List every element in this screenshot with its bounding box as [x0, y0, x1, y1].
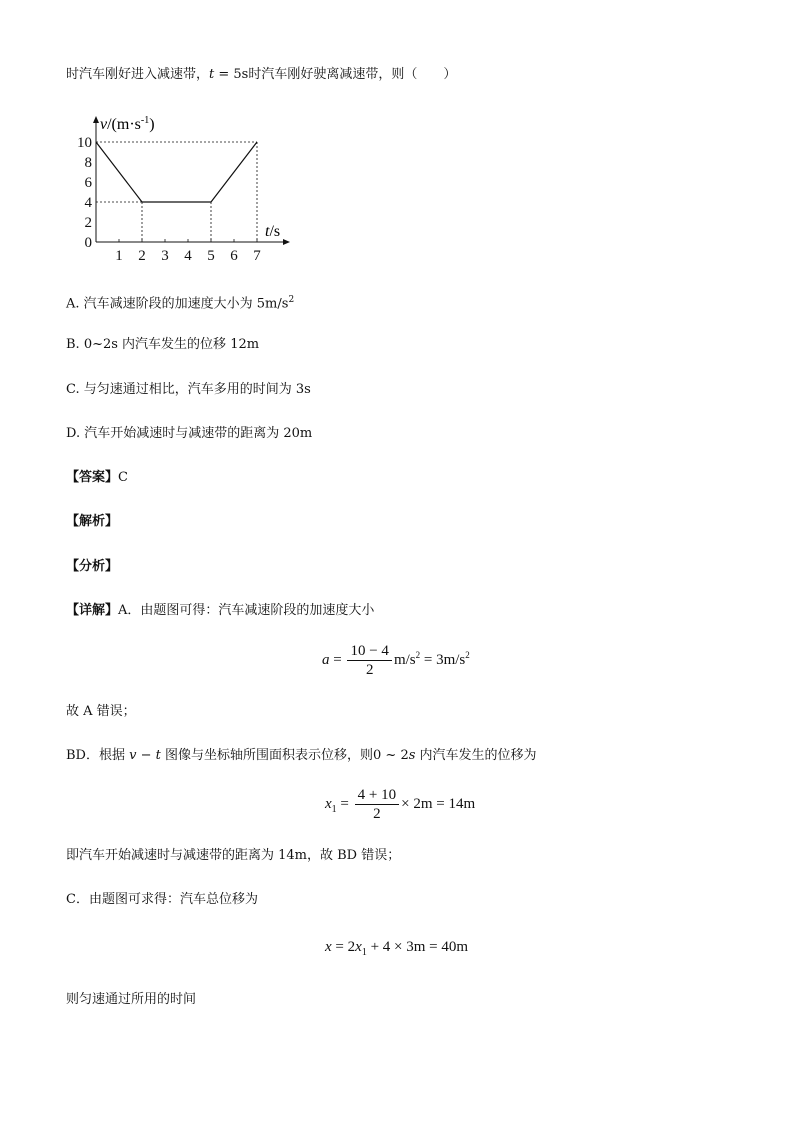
detail-a-conclusion: 故 A 错误； [66, 704, 136, 719]
eq2-num: 4 + 10 [355, 786, 399, 805]
ylabel-close: ) [149, 116, 155, 133]
option-c [66, 381, 311, 399]
option-a-sup: 2 [288, 295, 295, 305]
series-line-0 [96, 142, 257, 202]
equation-2 [325, 786, 475, 823]
bd-mid: 图像与坐标轴所围面积表示位移，则 [165, 748, 374, 763]
vt-chart [66, 112, 296, 272]
option-c-text: C. 与匀速通过相比，汽车多用的时间为 3s [66, 382, 311, 397]
detail-c-line: C．由题图可求得：汽车总位移为 [66, 892, 258, 907]
x-tick-label-1: 1 [115, 248, 123, 264]
y-tick-label-2: 2 [84, 215, 92, 231]
answer-label: 【答案】 [66, 470, 119, 485]
detail-last-line: 则匀速通过所用的时间 [66, 992, 197, 1007]
xlabel-var: t [265, 223, 270, 240]
y-axis-arrow [93, 116, 99, 123]
intro-part1: 时汽车刚好进入减速带， [66, 67, 210, 82]
x-tick-label-4: 4 [184, 248, 192, 264]
intro-eq-val: = 5s [214, 67, 249, 82]
equation-3 [325, 939, 468, 958]
option-a [66, 291, 294, 313]
eq3-lhs: x [325, 939, 332, 955]
eq1-unit1: m/s [393, 651, 416, 668]
option-b [66, 336, 259, 354]
x-tick-label-5: 5 [207, 248, 215, 264]
eq1-sup2: 2 [465, 649, 470, 660]
equation-1 [322, 642, 470, 679]
x-tick-label-3: 3 [161, 248, 169, 264]
bd-vt: v − t [129, 748, 161, 763]
chart-xlabel [265, 223, 280, 240]
eq1-lhs: a [322, 651, 330, 668]
question-intro [66, 66, 456, 84]
bd-range: 0 ~ 2 [373, 748, 409, 763]
option-d-text: D. 汽车开始减速时与减速带的距离为 20m [66, 426, 313, 441]
bd-pre: BD．根据 [66, 748, 125, 763]
bd-post: 内汽车发生的位移为 [419, 748, 537, 763]
chart-axes [93, 116, 290, 245]
eq3-x1: x [355, 939, 362, 955]
ylabel-unit: /(m·s [107, 116, 141, 133]
chart-ticks [77, 135, 261, 264]
eq1-eqs: = [329, 651, 346, 668]
option-a-text: A. 汽车减速阶段的加速度大小为 5m/s [66, 296, 289, 312]
xlabel-unit: /s [269, 223, 281, 240]
y-tick-label-6: 6 [84, 175, 92, 191]
jiexi-heading: 【解析】 [66, 514, 119, 529]
answer-line [66, 469, 128, 487]
detail-a-text: A．由题图可得：汽车减速阶段的加速度大小 [118, 603, 375, 618]
option-d [66, 425, 312, 443]
eq2-fraction [355, 786, 399, 823]
option-b-text: B. 0~2s 内汽车发生的位移 12m [66, 337, 260, 352]
fenxi-heading: 【分析】 [66, 559, 119, 574]
eq3-sub: 1 [361, 947, 367, 958]
detail-a-line [66, 602, 374, 620]
chart-ylabel [100, 115, 155, 133]
x-tick-label-2: 2 [138, 248, 146, 264]
ylabel-var: v [100, 116, 108, 133]
eq2-den: 2 [373, 806, 381, 822]
eq1-rhs: = 3m/s [420, 651, 466, 668]
eq1-fraction [347, 642, 391, 679]
y-tick-label-8: 8 [84, 155, 92, 171]
eq2-rhs: × 2m = 14m [401, 795, 476, 812]
eq1-num: 10 − 4 [347, 642, 391, 661]
bd-s: s [408, 748, 416, 763]
answer-value: C [118, 470, 128, 485]
detail-bd-line [66, 747, 537, 765]
eq1-sup1: 2 [415, 649, 421, 660]
detail-label: 【详解】 [66, 603, 119, 618]
x-axis-arrow [283, 239, 290, 245]
ylabel-exp: -1 [140, 115, 150, 126]
eq2-sub: 1 [331, 803, 337, 815]
eq3-p1: = 2 [331, 939, 356, 955]
y-tick-label-4: 4 [84, 195, 92, 211]
x-tick-label-6: 6 [230, 248, 238, 264]
eq2-eqs: = [336, 795, 353, 812]
eq2-lhs: x [325, 795, 332, 812]
chart-guides [96, 142, 257, 242]
eq1-den: 2 [365, 662, 374, 678]
intro-t-var: t [209, 67, 215, 82]
x-tick-label-7: 7 [253, 248, 261, 264]
y-tick-label-0: 0 [84, 235, 92, 251]
eq3-rest: + 4 × 3m = 40m [366, 939, 469, 955]
intro-part2: 时汽车刚好驶离减速带，则（ ） [248, 67, 457, 82]
detail-bd-conclusion: 即汽车开始减速时与减速带的距离为 14m，故 BD 错误； [66, 848, 401, 863]
chart-series [96, 142, 257, 202]
y-tick-label-10: 10 [77, 135, 92, 151]
